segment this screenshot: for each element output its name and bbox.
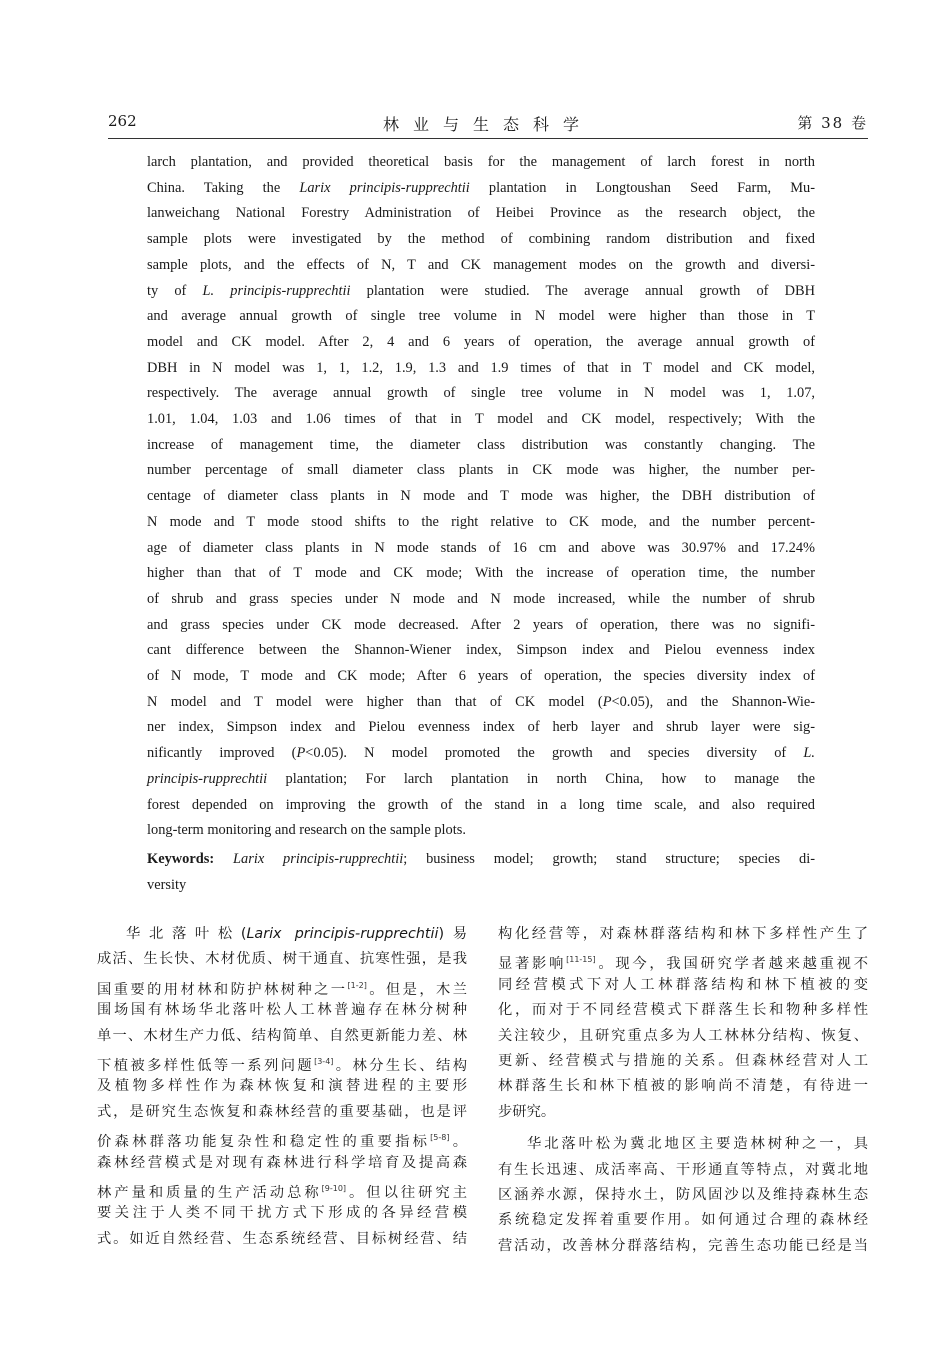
keywords-text: Larix principis-rupprechtii; business model; growth; stand structure; species di- (233, 851, 815, 867)
body-line: 更新、经营模式与措施的关系。但森林经营对人工 (498, 1052, 868, 1069)
keywords-label: Keywords: (147, 851, 215, 867)
body-line: 营活动，改善林分群落结构，完善生态功能已经是当 (498, 1237, 868, 1254)
abstract-line: nificantly improved (P<0.05). N model promoted the growth and species diversity of L. (147, 745, 815, 762)
abstract-line: forest depended on improving the growth of the stand in a long time scale, and also required (147, 796, 815, 813)
abstract-line: sample plots, and the effects of N, T and CK management modes on the growth and diversi- (147, 256, 815, 273)
abstract-line: larch plantation, and provided theoretical basis for the management of larch forest in north (147, 154, 815, 170)
journal-title: 林业与生态科学 (382, 115, 593, 134)
abstract-line: lanweichang National Forestry Administration of Heibei Province as the research object, the (147, 205, 815, 222)
body-line: 森林经营模式是对现有森林进行科学培育及提高森 (97, 1154, 467, 1171)
body-line: 步研究。 (498, 1103, 556, 1120)
body-line: 显著影响[11-15]。现今，我国研究学者越来越重视不 (498, 955, 869, 973)
running-header (108, 112, 868, 139)
body-line: 式，是研究生态恢复和森林经营的重要基础，也是评 (97, 1103, 467, 1120)
abstract-line: N model and T model were higher than that of CK model (P<0.05), and the Shannon-Wie- (147, 693, 815, 710)
abstract-line: ner index, Simpson index and Pielou evenness index of herb layer and shrub layer were sig- (147, 719, 815, 736)
abstract-line: DBH in N model was 1, 1, 1.2, 1.9, 1.3 and 1.9 times of that in T model and CK model, (147, 359, 815, 376)
abstract-line: principis-rupprechtii plantation; For larch plantation in north China, how to manage the (147, 770, 815, 787)
abstract-line: sample plots were investigated by the method of combining random distribution and fixed (147, 231, 815, 248)
body-line: 国重要的用材林和防护林树种之一[1-2]。但是，木兰 (97, 980, 468, 998)
abstract-line: model and CK model. After 2, 4 and 6 years of operation, the average annual growth of (147, 333, 815, 350)
abstract-line: long-term monitoring and research on the sample plots. (147, 822, 466, 839)
body-line: 华北落叶松为冀北地区主要造林树种之一，具 (527, 1136, 868, 1153)
citation-marker: [1-2] (347, 980, 367, 990)
body-line: 关注较少，且研究重点多为人工林林分结构、恢复、 (498, 1027, 868, 1044)
citation-marker: [9-10] (321, 1183, 347, 1193)
body-line: 系统稳定发挥着重要作用。如何通过合理的森林经 (498, 1212, 868, 1229)
body-column-left (97, 922, 467, 1252)
body-line: 同经营模式下对人工林群落结构和林下植被的变 (498, 976, 868, 993)
citation-marker: [11-15] (566, 955, 596, 965)
body-line: 围场国有林场华北落叶松人工林普遍存在林分树种 (97, 1002, 467, 1019)
abstract-line: of shrub and grass species under N mode and N mode increased, while the number of shrub (147, 590, 815, 607)
abstract-line: higher than that of T mode and CK mode; With the increase of operation time, the number (147, 565, 815, 582)
body-line: 要关注于人类不同干扰方式下形成的各异经营模 (97, 1205, 467, 1222)
body-column-right (498, 922, 868, 1259)
citation-marker: [5-8] (430, 1133, 450, 1143)
body-line: 区涵养水源，保持水土，防风固沙以及维持森林生态 (498, 1186, 868, 1203)
abstract-line: 1.01, 1.04, 1.03 and 1.06 times of that in T model and CK model, respectively; With the (147, 411, 815, 428)
body-line: 式。如近自然经营、生态系统经营、目标树经营、结 (97, 1230, 467, 1247)
keywords-block (147, 847, 815, 898)
body-line: 下植被多样性低等一系列问题[3-4]。林分生长、结构 (97, 1056, 468, 1074)
body-line: 成活、生长快、木材优质、树干通直、抗寒性强，是我 (97, 951, 467, 968)
abstract-line: centage of diameter class plants in N mode and T mode was higher, the DBH distribution of (147, 488, 815, 505)
body-line: 林产量和质量的生产活动总称[9-10]。但以往研究主 (97, 1183, 468, 1201)
citation-marker: [3-4] (314, 1056, 334, 1066)
english-abstract (147, 150, 815, 844)
keywords-text-cont: versity (147, 876, 187, 893)
body-line: 化，而对于不同经营模式下群落生长和物种多样性 (498, 1002, 868, 1019)
abstract-line: China. Taking the Larix principis-rupprechtii plantation in Longtoushan Seed Farm, Mu- (147, 179, 816, 196)
abstract-line: ty of L. principis-rupprechtii plantation were studied. The average annual growth of DBH (147, 282, 815, 299)
abstract-line: and grass species under CK mode decreased. After 2 years of operation, there was no signifi- (147, 616, 815, 633)
body-line: 单一、木材生产力低、结构简单、自然更新能力差、林 (97, 1027, 467, 1044)
body-line: 构化经营等，对森林群落结构和林下多样性产生了 (498, 926, 868, 942)
abstract-line: and average annual growth of single tree volume in N model were higher than those in T (147, 308, 815, 325)
abstract-line: cant difference between the Shannon-Wiener index, Simpson index and Pielou evenness index (147, 642, 815, 659)
body-line: 价森林群落功能复杂性和稳定性的重要指标[5-8]。 (97, 1133, 468, 1151)
body-line: 华北落叶松(Larix principis-rupprechtii)易 (126, 926, 468, 942)
abstract-line: age of diameter class plants in N mode stands of 16 cm and above was 30.97% and 17.24% (147, 539, 815, 556)
body-line: 有生长迅速、成活率高、干形通直等特点，对冀北地 (498, 1161, 868, 1178)
body-line: 林群落生长和林下植被的影响尚不清楚，有待进一 (498, 1078, 868, 1095)
abstract-line: of N mode, T mode and CK mode; After 6 years of operation, the species diversity index of (147, 668, 815, 685)
abstract-line: N mode and T mode stood shifts to the right relative to CK mode, and the number percent- (147, 513, 815, 530)
abstract-line: respectively. The average annual growth of single tree volume in N model was 1, 1.07, (147, 385, 815, 402)
body-line: 及植物多样性作为森林恢复和演替进程的主要形 (97, 1078, 467, 1095)
page-number: 262 (108, 112, 137, 130)
abstract-line: number percentage of small diameter class plants in CK mode was higher, the number per- (147, 462, 815, 479)
abstract-line: increase of management time, the diameter class distribution was constantly changing. The (147, 436, 815, 453)
volume-label: 第 38 卷 (797, 114, 868, 132)
